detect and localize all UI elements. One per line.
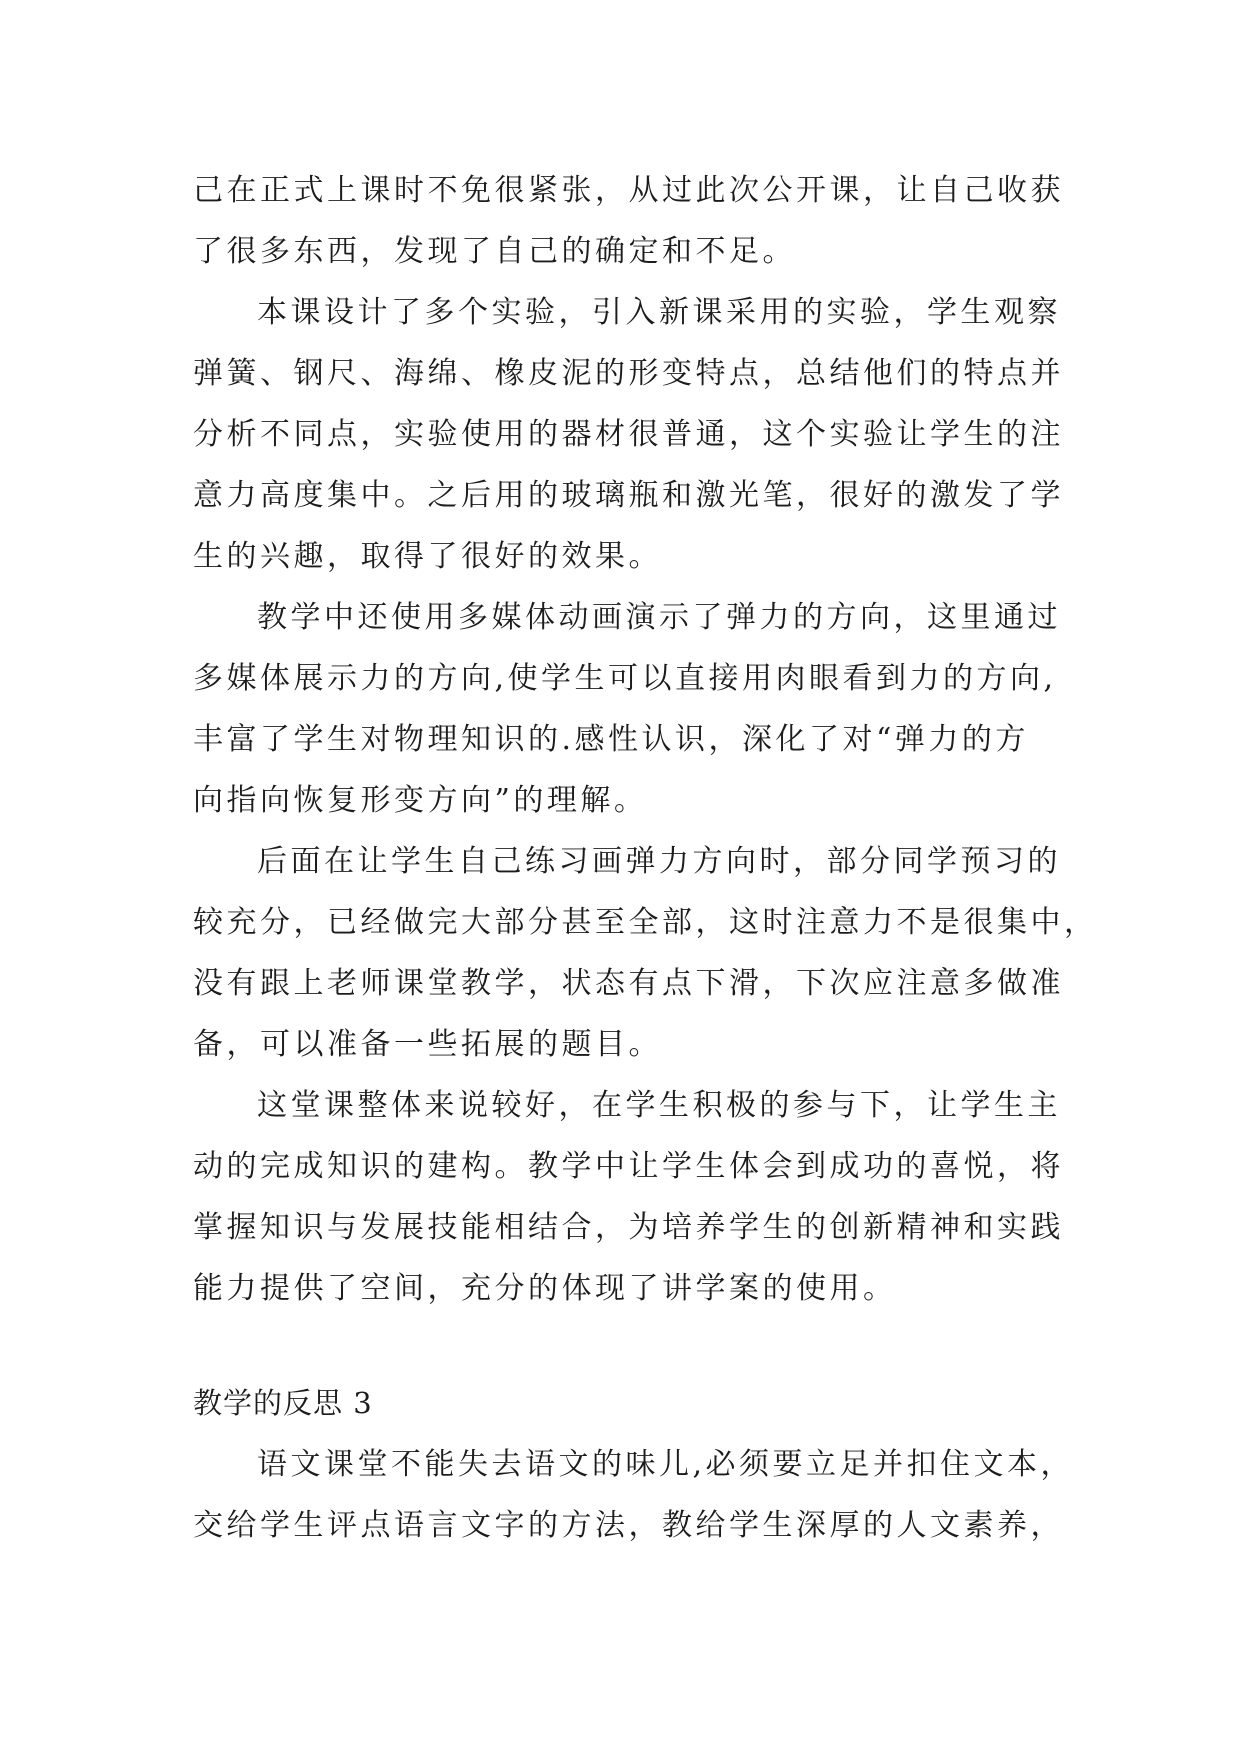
text-line: 多媒体展示力的方向,使学生可以直接用肉眼看到力的方向, [193, 661, 1057, 696]
paragraph-1 [193, 160, 1064, 282]
text-line: 分析不同点，实验使用的器材很普通，这个实验让学生的注 [193, 417, 1064, 452]
text-line: 了很多东西，发现了自己的确定和不足。 [193, 234, 796, 269]
text-line: 交给学生评点语言文字的方法，教给学生深厚的人文素养， [193, 1508, 1064, 1543]
text-line: 语文课堂不能失去语文的味儿,必须要立足并扣住文本， [257, 1447, 1075, 1482]
section [193, 1373, 1075, 1556]
text-line: 弹簧、钢尺、海绵、橡皮泥的形变特点，总结他们的特点并 [193, 356, 1064, 391]
text-line: 意力高度集中。之后用的玻璃瓶和激光笔，很好的激发了学 [193, 478, 1064, 513]
paragraph-4 [193, 831, 1098, 1075]
text-line: 动的完成知识的建构。教学中让学生体会到成功的喜悦，将 [193, 1149, 1064, 1184]
paragraph-3 [193, 587, 1061, 831]
text-line: 丰富了学生对物理知识的.感性认识，深化了对“弹力的方 [193, 722, 1029, 757]
section-heading: 教学的反思 3 [193, 1386, 373, 1420]
text-line: 这堂课整体来说较好，在学生积极的参与下，让学生主 [257, 1088, 1061, 1123]
text-line: 较充分，已经做完大部分甚至全部，这时注意力不是很集中， [193, 905, 1098, 940]
paragraph-2 [193, 282, 1064, 587]
text-line: 己在正式上课时不免很紧张，从过此次公开课，让自己收获 [193, 173, 1064, 208]
text-line: 能力提供了空间，充分的体现了讲学案的使用。 [193, 1271, 897, 1306]
text-line: 本课设计了多个实验，引入新课采用的实验，学生观察 [257, 295, 1061, 330]
document-body [193, 160, 1098, 1319]
text-line: 生的兴趣，取得了很好的效果。 [193, 539, 662, 574]
text-line: 向指向恢复形变方向”的理解。 [193, 783, 648, 818]
text-line: 教学中还使用多媒体动画演示了弹力的方向，这里通过 [257, 600, 1061, 635]
text-line: 后面在让学生自己练习画弹力方向时，部分同学预习的 [257, 844, 1061, 879]
section-paragraph-1 [193, 1434, 1075, 1556]
text-line: 备，可以准备一些拓展的题目。 [193, 1027, 662, 1062]
paragraph-5 [193, 1075, 1064, 1319]
text-line: 没有跟上老师课堂教学，状态有点下滑，下次应注意多做准 [193, 966, 1064, 1001]
text-line: 掌握知识与发展技能相结合，为培养学生的创新精神和实践 [193, 1210, 1064, 1245]
